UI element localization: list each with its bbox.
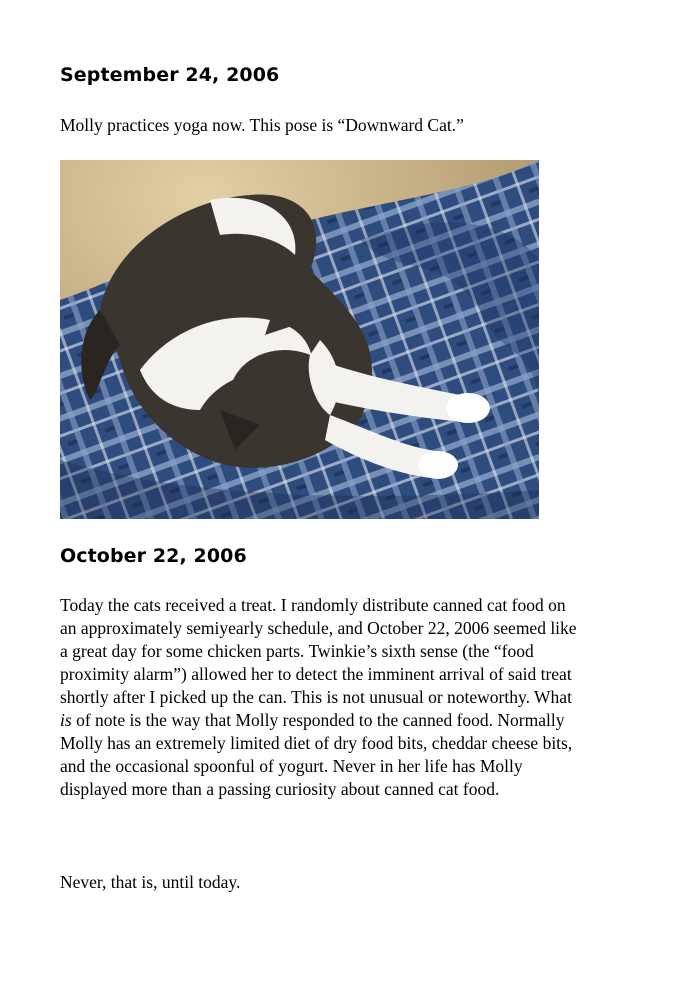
- entry-paragraph: [60, 594, 580, 801]
- paragraph-text: Today the cats received a treat. I randomly distribute canned cat food on an approximately semiyearly schedule, and October 22, 2006 seemed like a great day for some chicken parts. Twinkie’s sixth sense (the “food proximity alarm”) allowed her to detect the imminent arrival of said treat shortly after I picked up the can. This is not unusual or noteworthy. What: [60, 595, 577, 707]
- entry-date-heading: October 22, 2006: [60, 545, 247, 567]
- paragraph-text: of note is the way that Molly responded to the canned food. Normally Molly has an extremely limited diet of dry food bits, cheddar cheese bits, and the occasional spoonful of yogurt. Never in her life has Molly displayed more than a passing curiosity about canned cat food.: [60, 710, 573, 799]
- cat-yoga-photo: [60, 160, 539, 519]
- entry-paragraph: Never, that is, until today.: [60, 872, 241, 892]
- paragraph-emphasis: is: [60, 710, 72, 730]
- cat-photo-illustration: [60, 160, 539, 519]
- entry-date-heading: September 24, 2006: [60, 64, 280, 86]
- photo-caption: Molly practices yoga now. This pose is “Downward Cat.”: [60, 115, 464, 135]
